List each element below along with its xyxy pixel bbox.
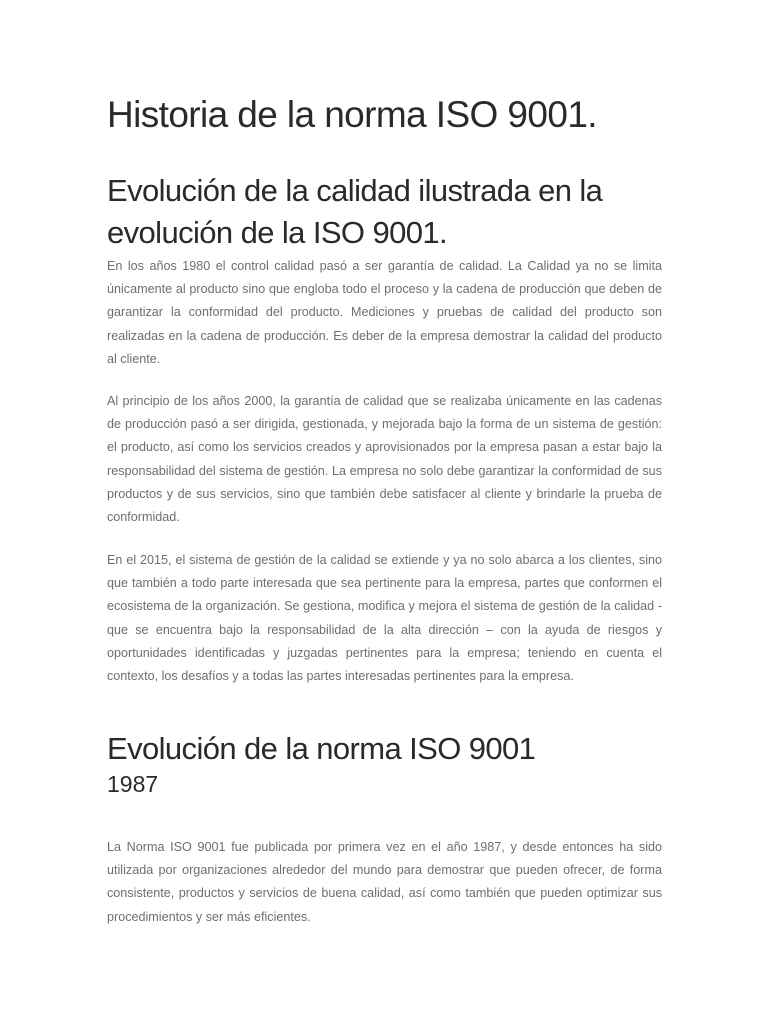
section-heading-evolucion-calidad: Evolución de la calidad ilustrada en la evolución de la ISO 9001.	[107, 173, 603, 250]
paragraph-1980: En los años 1980 el control calidad pasó a ser garantía de calidad. La Calidad ya no se limita únicamente al producto sino que engloba todo el proceso y la cadena de producción que deben de garantizar la conformidad del producto. Mediciones y pruebas de calidad del producto son realizadas en la cadena de producción. Es deber de la empresa demostrar la calidad del producto al cliente.	[107, 259, 662, 366]
page-title: Historia de la norma ISO 9001.	[107, 94, 597, 135]
section-heading-evolucion-norma: Evolución de la norma ISO 9001	[107, 731, 536, 766]
paragraph-1987: La Norma ISO 9001 fue publicada por primera vez en el año 1987, y desde entonces ha sido utilizada por organizaciones alrededor del mundo para demostrar que pueden ofrecer, de forma consistente, productos y servicios de buena calidad, así como también que pueden optimizar sus procedimientos y ser más eficientes.	[107, 840, 662, 924]
paragraph-2015: En el 2015, el sistema de gestión de la calidad se extiende y ya no solo abarca a los clientes, sino que también a todo parte interesada que sea pertinente para la empresa, partes que conformen el ecosistema de la organización. Se gestiona, modifica y mejora el sistema de gestión de la calidad - que se encuentra bajo la responsabilidad de la alta dirección – con la ayuda de riesgos y oportunidades identificadas y juzgadas pertinentes para la empresa; teniendo en cuenta el contexto, los desafíos y a todas las partes interesadas pertinentes para la empresa.	[107, 553, 662, 684]
paragraph-2000: Al principio de los años 2000, la garantía de calidad que se realizaba únicamente en las cadenas de producción pasó a ser dirigida, gestionada, y mejorada bajo la forma de un sistema de gestión: el producto, así como los servicios creados y aprovisionados por la empresa pasan a estar bajo la responsabilidad del sistema de gestión. La empresa no solo debe garantizar la conformidad de sus productos y de sus servicios, sino que también debe satisfacer al cliente y brindarle la prueba de conformidad.	[107, 394, 662, 525]
year-heading: 1987	[107, 771, 159, 797]
